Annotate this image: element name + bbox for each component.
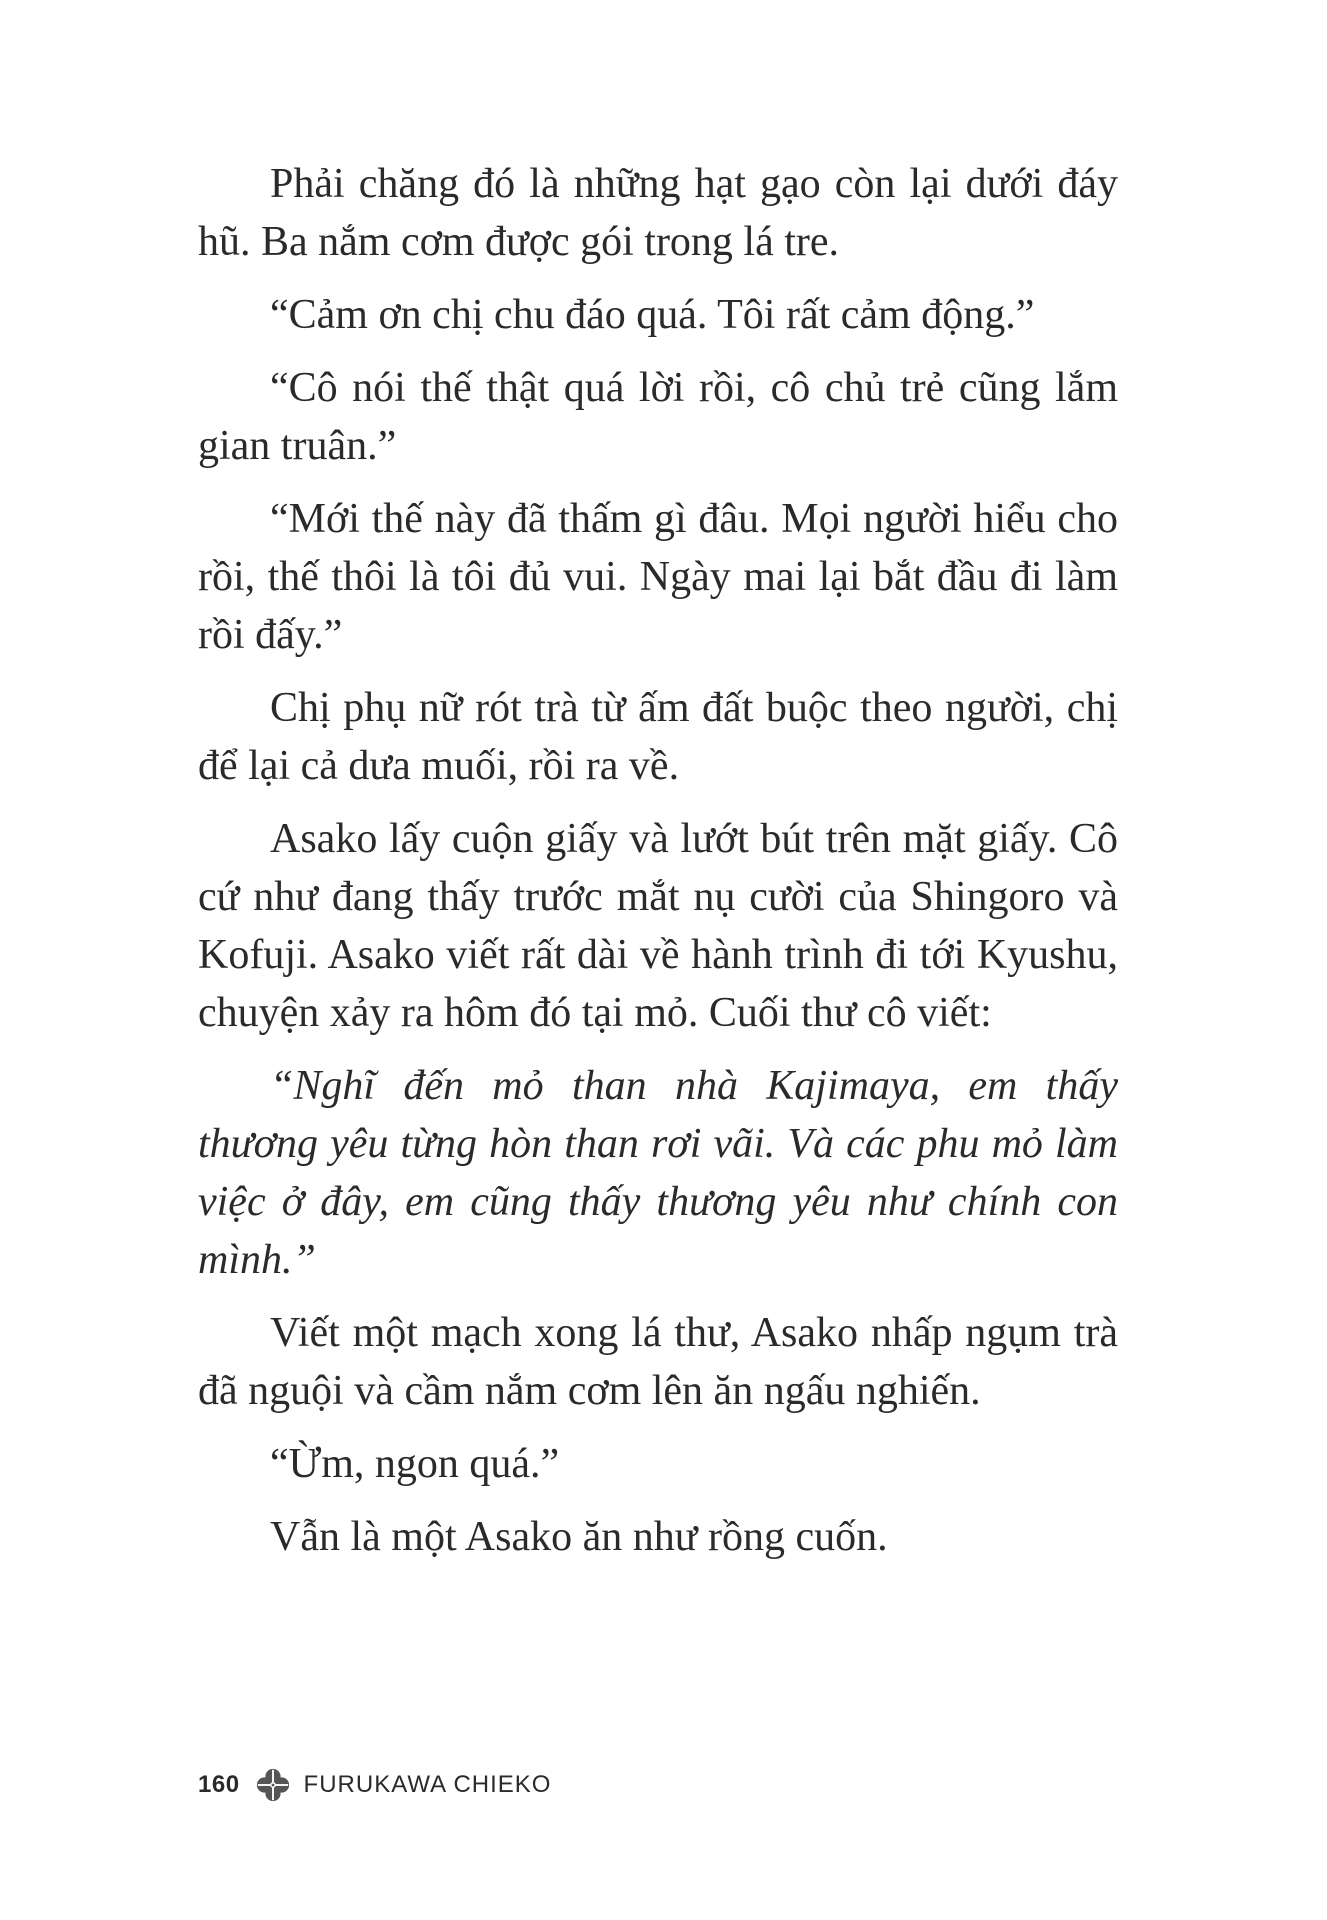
paragraph-1: Phải chăng đó là những hạt gạo còn lại dưới đáy hũ. Ba nắm cơm được gói trong lá tre. xyxy=(198,161,1118,265)
clover-icon xyxy=(254,1766,292,1804)
paragraph-4: “Mới thế này đã thấm gì đâu. Mọi người hiểu cho rồi, thế thôi là tôi đủ vui. Ngày mai lại bắt đầu đi làm rồi đấy.” xyxy=(198,496,1118,658)
paragraph-8: Viết một mạch xong lá thư, Asako nhấp ngụm trà đã nguội và cầm nắm cơm lên ăn ngấu nghiến. xyxy=(198,1310,1118,1414)
paragraph-10: Vẫn là một Asako ăn như rồng cuốn. xyxy=(270,1514,888,1560)
paragraph-5: Chị phụ nữ rót trà từ ấm đất buộc theo người, chị để lại cả dưa muối, rồi ra về. xyxy=(198,685,1118,789)
page-number: 160 xyxy=(198,1771,240,1798)
page-footer xyxy=(198,1765,551,1805)
paragraph-3: “Cô nói thế thật quá lời rồi, cô chủ trẻ cũng lắm gian truân.” xyxy=(198,365,1118,469)
author-name: FURUKAWA CHIEKO xyxy=(303,1771,552,1798)
paragraph-6: Asako lấy cuộn giấy và lướt bút trên mặt giấy. Cô cứ như đang thấy trước mắt nụ cười của Shingoro và Kofuji. Asako viết rất dài về hành trình đi tới Kyushu, chuyện xảy ra hôm đó tại mỏ. Cuối thư cô viết: xyxy=(198,816,1118,1036)
paragraph-2: “Cảm ơn chị chu đáo quá. Tôi rất cảm động.” xyxy=(270,292,1035,338)
body-text xyxy=(198,155,1118,1581)
paragraph-9: “Ừm, ngon quá.” xyxy=(270,1441,560,1487)
paragraph-7-letter-quote: “Nghĩ đến mỏ than nhà Kajimaya, em thấy thương yêu từng hòn than rơi vãi. Và các phu mỏ làm việc ở đây, em cũng thấy thương yêu như chính con mình.” xyxy=(198,1063,1118,1283)
